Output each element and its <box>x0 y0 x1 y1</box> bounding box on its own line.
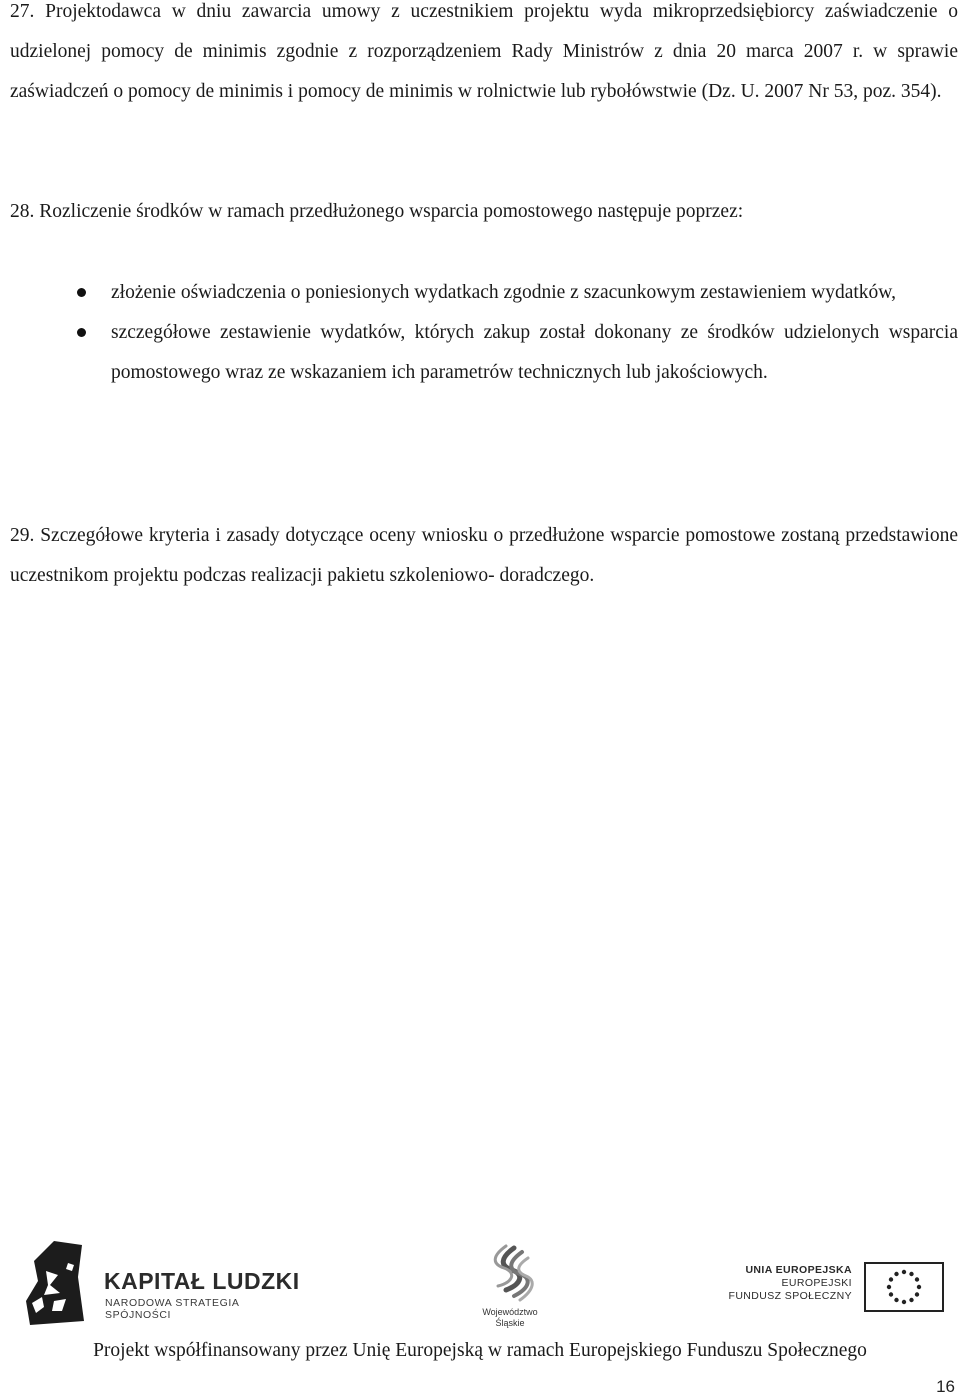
paragraph-text: Projektodawca w dniu zawarcia umowy z uczestnikiem projektu wyda mikroprzedsiębiorcy zaświadczenie o udzielonej pomocy de minimis zgodnie z rozporządzeniem Rady Ministrów z dnia 20 marca 2007 r. w sprawie zaświadczeń o pomocy de minimis i pomocy de minimis w rolnictwie lub rybołówstwie (Dz. U. 2007 Nr 53, poz. 354). <box>10 1 958 102</box>
list-item <box>74 313 958 393</box>
bullet-icon <box>77 328 86 337</box>
logo-line: UNIA EUROPEJSKA <box>745 1264 852 1276</box>
cofinancing-note: Projekt współfinansowany przez Unię Europejską w ramach Europejskiego Funduszu Społecznego <box>93 1340 867 1361</box>
list-item <box>74 273 958 313</box>
eu-flag-icon <box>864 1262 944 1312</box>
logo-line: Śląskie <box>495 1318 525 1328</box>
slaskie-emblem-icon <box>470 1244 550 1306</box>
kapital-ludzki-logo <box>24 1241 304 1326</box>
paragraph-29 <box>10 516 958 596</box>
paragraph-text: Rozliczenie środków w ramach przedłużonego wsparcia pomostowego następuje poprzez: <box>39 201 744 222</box>
paragraph-text: Szczegółowe kryteria i zasady dotyczące oceny wniosku o przedłużone wsparcie pomostowe zostaną przedstawione uczestnikom projektu podczas realizacji pakietu szkoleniowo- doradczego. <box>10 525 958 586</box>
logo-line: FUNDUSZ SPOŁECZNY <box>728 1290 852 1302</box>
paragraph-28 <box>10 192 958 232</box>
paragraph-number: 29. <box>10 525 35 546</box>
paragraph-27 <box>10 0 958 112</box>
kapital-ludzki-emblem-icon <box>24 1241 86 1326</box>
logo-line: EUROPEJSKI <box>781 1277 852 1289</box>
page-number: 16 <box>936 1377 955 1396</box>
bullet-list <box>74 273 958 393</box>
slaskie-logo <box>470 1244 550 1328</box>
logo-title: KAPITAŁ LUDZKI <box>104 1268 300 1294</box>
bullet-icon <box>77 288 86 297</box>
logo-subtitle: NARODOWA STRATEGIA SPÓJNOŚCI <box>105 1297 239 1321</box>
paragraph-number: 27. <box>10 1 35 22</box>
logo-line: Województwo <box>482 1307 538 1317</box>
ue-logo <box>728 1262 944 1312</box>
paragraph-number: 28. <box>10 201 35 222</box>
list-item-text: szczegółowe zestawienie wydatków, których zakup został dokonany ze środków udzielonych wsparcia pomostowego wraz ze wskazaniem ich parametrów technicznych lub jakościowych. <box>111 322 958 383</box>
list-item-text: złożenie oświadczenia o poniesionych wydatkach zgodnie z szacunkowym zestawieniem wydatków, <box>111 282 896 303</box>
